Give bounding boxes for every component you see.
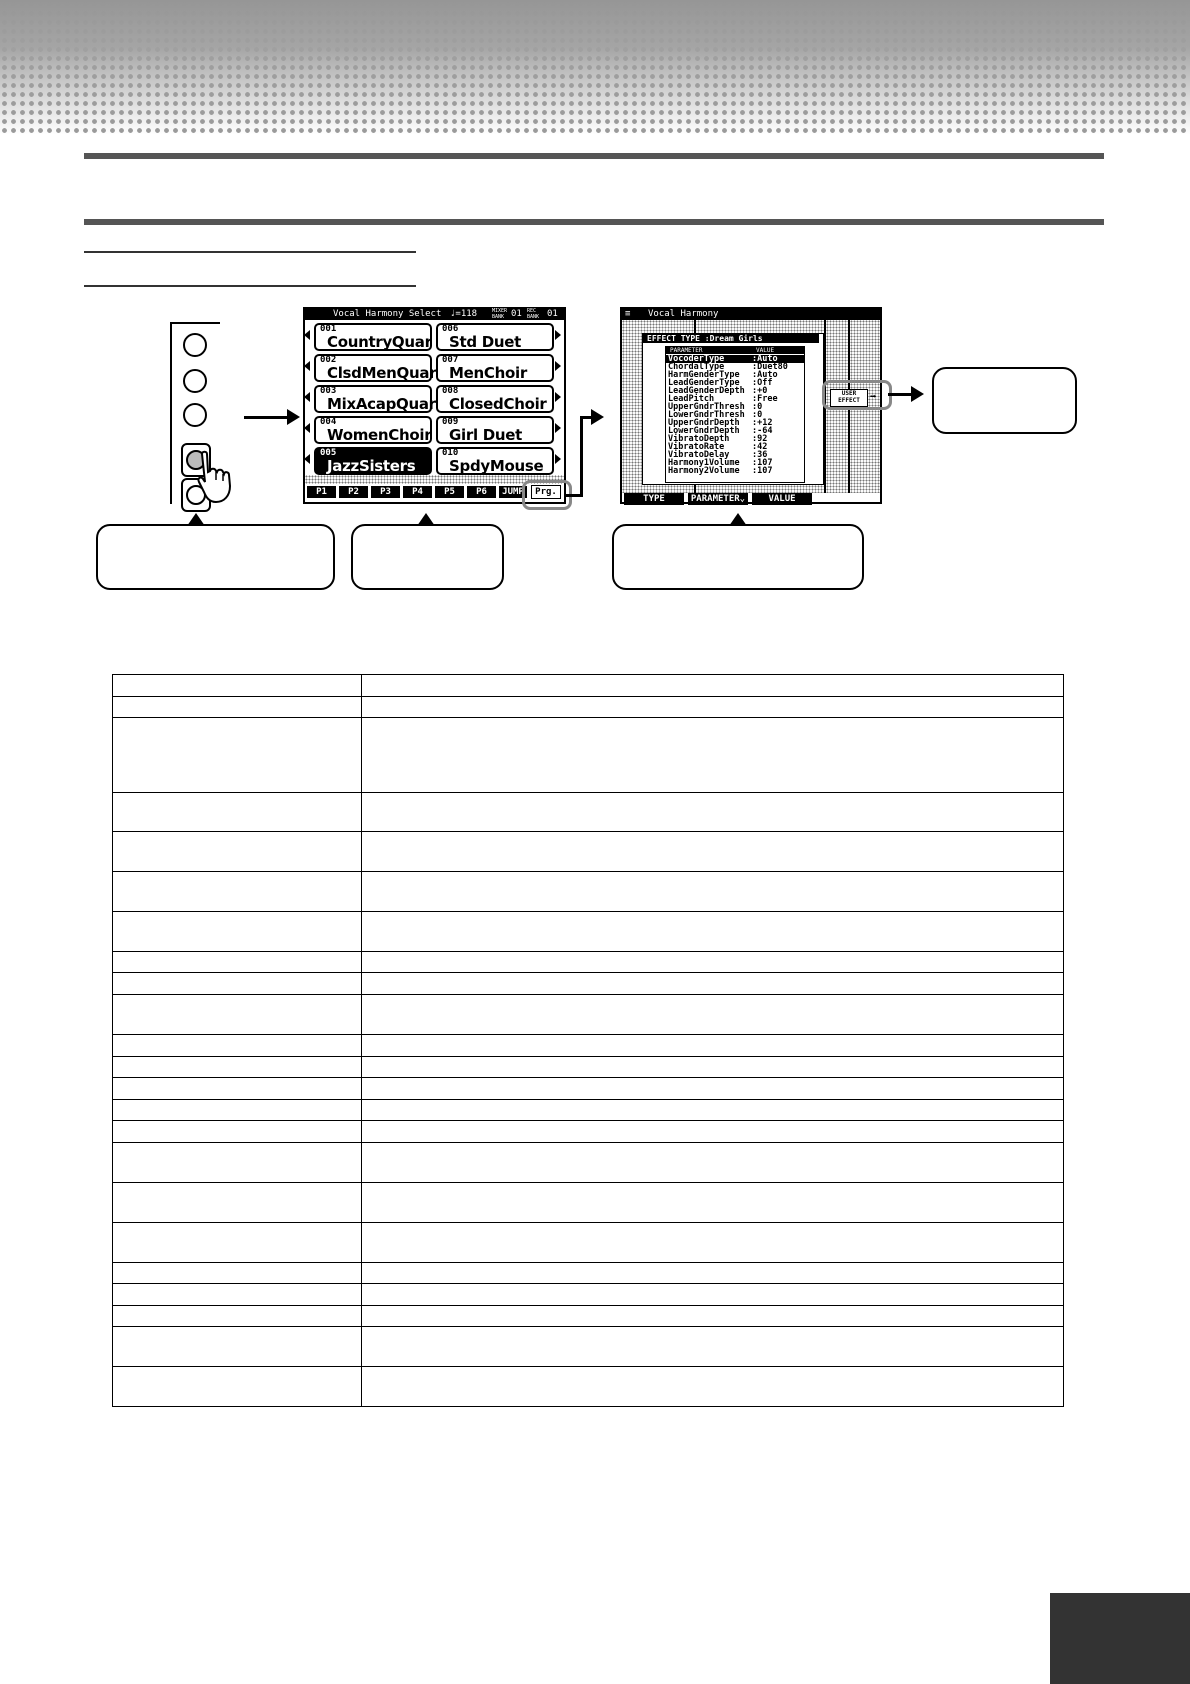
parameter-list-header (666, 347, 804, 354)
table-row (113, 1327, 1064, 1367)
parameter-name: LowerGndrThresh (668, 410, 745, 420)
table-cell (362, 995, 1064, 1035)
callout-user-effect (932, 367, 1077, 434)
table-row (113, 697, 1064, 718)
screen1-title-bar (305, 309, 564, 320)
harmony-item[interactable] (314, 354, 437, 382)
harmony-item[interactable] (436, 416, 554, 444)
table-row (113, 1078, 1064, 1100)
parameter-name: Harmony1Volume (668, 458, 740, 468)
table-cell (362, 1057, 1064, 1078)
panel-button-1[interactable] (183, 333, 207, 357)
table-cell (362, 832, 1064, 872)
table-row (113, 718, 1064, 793)
harmony-item[interactable] (436, 385, 554, 413)
table-cell (362, 1121, 1064, 1143)
section-bottom-rule (84, 219, 1104, 225)
prg-highlight-ring (522, 480, 572, 510)
callout-select-pointer (417, 513, 435, 526)
table-cell (362, 952, 1064, 973)
page-corner-tab (1050, 1593, 1190, 1684)
parameter-name: UpperGndrThresh (668, 402, 745, 412)
parameter-table (112, 674, 1064, 1407)
table-row (113, 1284, 1064, 1306)
table-cell (362, 1183, 1064, 1223)
parameter-name: VibratoRate (668, 442, 725, 452)
parameter-value: :Auto (752, 370, 778, 380)
table-cell (113, 697, 362, 718)
table-cell (113, 1100, 362, 1121)
item-name: SpdyMouse (449, 457, 544, 475)
callout-panel-pointer (187, 513, 205, 526)
table-cell (362, 1327, 1064, 1367)
select-right-arrow-3[interactable] (555, 392, 561, 402)
arrow-head-2 (591, 409, 604, 425)
table-cell (362, 912, 1064, 952)
parameter-name: LeadGenderDepth (668, 386, 745, 396)
item-number: 010 (442, 448, 459, 458)
table-cell (113, 675, 362, 697)
screen2-icon: ≡ (625, 309, 631, 319)
harmony-item-selected[interactable] (314, 447, 432, 475)
parameter-value: :0 (752, 402, 763, 412)
item-number: 007 (442, 355, 459, 365)
table-row (113, 793, 1064, 832)
select-left-arrow-4[interactable] (304, 423, 310, 433)
table-row (113, 1183, 1064, 1223)
table-cell (362, 1367, 1064, 1407)
item-name: WomenChoir (327, 426, 432, 444)
vocal-harmony-select-screen (303, 307, 566, 504)
item-number: 002 (320, 355, 337, 365)
subheading-rule-2 (84, 285, 416, 287)
parameter-value: :Free (752, 394, 778, 404)
select-right-arrow-5[interactable] (555, 454, 561, 464)
parameter-window (642, 333, 824, 485)
effect-type-bar: EFFECT TYPE :Dream Girls (643, 334, 819, 343)
table-cell (362, 1263, 1064, 1284)
tab-prg[interactable]: Prg. (531, 485, 561, 499)
callout-parameter-pointer (729, 513, 747, 526)
panel-button-2[interactable] (183, 369, 207, 393)
table-cell (113, 793, 362, 832)
select-left-arrow-5[interactable] (304, 454, 310, 464)
tab-p6[interactable]: P6 (467, 486, 496, 498)
item-name: Std Duet (449, 333, 522, 351)
item-name: CountryQuar (327, 333, 432, 351)
parameter-value: :-64 (752, 426, 773, 436)
select-left-arrow-2[interactable] (304, 361, 310, 371)
harmony-item[interactable] (436, 447, 554, 475)
parameter-name: LeadPitch (668, 394, 715, 404)
table-cell (113, 912, 362, 952)
parameter-name: LeadGenderType (668, 378, 740, 388)
item-number: 003 (320, 386, 337, 396)
select-right-arrow-2[interactable] (555, 361, 561, 371)
tab-p5[interactable]: P5 (435, 486, 464, 498)
tempo-status: ♩=118 (450, 309, 478, 319)
table-cell (113, 718, 362, 793)
table-cell (362, 1284, 1064, 1306)
screen2-title: Vocal Harmony (648, 309, 719, 319)
connector-v (580, 416, 583, 497)
table-row (113, 675, 1064, 697)
parameter-value: :107 (752, 458, 773, 468)
tab-p3[interactable]: P3 (371, 486, 400, 498)
table-cell (362, 718, 1064, 793)
parameter-name: HarmGenderType (668, 370, 740, 380)
table-row (113, 832, 1064, 872)
parameter-value: :Duet80 (752, 362, 788, 372)
callout-panel (96, 524, 335, 590)
item-number: 006 (442, 324, 459, 334)
value-col-header: VALUE (756, 347, 775, 354)
panel-button-3[interactable] (183, 403, 207, 427)
item-number: 008 (442, 386, 459, 396)
table-cell (113, 1284, 362, 1306)
select-left-arrow-1[interactable] (304, 330, 310, 340)
item-name: ClosedChoir (449, 395, 547, 413)
tab-p2[interactable]: P2 (339, 486, 368, 498)
parameter-list (665, 346, 805, 483)
mixer-bank-value: 01 (511, 309, 522, 319)
parameter-name: Harmony2Volume (668, 466, 740, 476)
table-cell (113, 1078, 362, 1100)
table-row (113, 1057, 1064, 1078)
parameter-value: :107 (752, 466, 773, 476)
parameter-name: VibratoDepth (668, 434, 730, 444)
subheading-rule-1 (84, 251, 416, 253)
item-name: ClsdMenQuar (327, 364, 437, 382)
table-row (113, 1367, 1064, 1407)
harmony-item[interactable] (314, 385, 436, 413)
parameter-value: :0 (752, 410, 763, 420)
callout-select (351, 524, 504, 590)
table-cell (362, 872, 1064, 912)
table-cell (362, 1306, 1064, 1327)
table-cell (113, 1121, 362, 1143)
arrow-shaft-3 (888, 393, 912, 396)
tab-parameter-label: PARAMETER (690, 494, 740, 504)
table-cell (113, 1306, 362, 1327)
arrow-shaft-1 (244, 416, 288, 419)
table-cell (362, 1100, 1064, 1121)
select-left-arrow-3[interactable] (304, 392, 310, 402)
table-row (113, 995, 1064, 1035)
user-effect-button[interactable]: USER EFFECT (830, 389, 868, 407)
parameter-name: LowerGndrDepth (668, 426, 740, 436)
arrow-head-3 (911, 386, 924, 402)
user-effect-highlight-ring (822, 380, 892, 410)
table-row (113, 1263, 1064, 1284)
table-cell (113, 1143, 362, 1183)
table-cell (362, 793, 1064, 832)
table-row (113, 912, 1064, 952)
table-cell (113, 1367, 362, 1407)
table-cell (113, 1183, 362, 1223)
item-number: 001 (320, 324, 337, 334)
table-cell (113, 832, 362, 872)
table-row (113, 1306, 1064, 1327)
tab-jump[interactable]: JUMP (499, 486, 527, 498)
callout-parameter (612, 524, 864, 590)
item-number: 004 (320, 417, 337, 427)
harmony-item[interactable] (314, 416, 432, 444)
parameter-value: :92 (752, 434, 768, 444)
pointing-hand-icon (196, 450, 240, 505)
parameter-name: VocoderType (668, 354, 725, 364)
table-row (113, 872, 1064, 912)
table-cell (362, 1035, 1064, 1057)
user-effect-arrow-icon: ➡ (870, 390, 877, 403)
arrow-head-1 (287, 409, 300, 425)
table-cell (362, 973, 1064, 995)
table-cell (362, 675, 1064, 697)
item-name: MixAcapQuar (327, 395, 436, 413)
table-row (113, 1100, 1064, 1121)
rec-bank-value: 01 (547, 309, 558, 319)
screen2-title-bar (622, 309, 880, 320)
table-cell (113, 1327, 362, 1367)
table-cell (362, 1143, 1064, 1183)
select-right-arrow-1[interactable] (555, 330, 561, 340)
tab-p1[interactable]: P1 (307, 486, 336, 498)
harmony-item[interactable] (314, 323, 432, 351)
table-cell (113, 973, 362, 995)
table-cell (362, 1078, 1064, 1100)
tab-parameter[interactable] (688, 493, 748, 505)
table-row (113, 1121, 1064, 1143)
table-cell (113, 1057, 362, 1078)
tab-value[interactable]: VALUE (752, 493, 812, 505)
harmony-item[interactable] (436, 323, 554, 351)
chevron-down-icon: ⌄ (739, 494, 746, 504)
table-cell (362, 697, 1064, 718)
table-row (113, 973, 1064, 995)
parameter-name: VibratoDelay (668, 450, 730, 460)
param-col-header: PARAMETER (670, 347, 703, 354)
mixer-bank-label: MIXER BANK (492, 308, 508, 320)
parameter-name: ChordalType (668, 362, 725, 372)
item-name: Girl Duet (449, 426, 522, 444)
table-cell (113, 1263, 362, 1284)
parameter-value: :36 (752, 450, 768, 460)
section-top-rule (84, 153, 1104, 159)
table-cell (362, 1223, 1064, 1263)
table-row (113, 1223, 1064, 1263)
parameter-value: :Auto (752, 354, 778, 364)
parameter-row[interactable] (666, 467, 804, 475)
item-number: 009 (442, 417, 459, 427)
item-name: MenChoir (449, 364, 527, 382)
table-cell (113, 952, 362, 973)
parameter-name: UpperGndrDepth (668, 418, 740, 428)
parameter-value: :+0 (752, 386, 768, 396)
table-cell (113, 1223, 362, 1263)
tab-type[interactable]: TYPE (624, 493, 684, 505)
screen1-title: Vocal Harmony Select (333, 309, 442, 319)
parameter-value: :42 (752, 442, 768, 452)
table-row (113, 1143, 1064, 1183)
table-cell (113, 995, 362, 1035)
table-row (113, 1035, 1064, 1057)
table-row (113, 952, 1064, 973)
header-halftone-band (0, 0, 1190, 135)
harmony-item[interactable] (436, 354, 554, 382)
rec-bank-label: REC BANK (527, 308, 540, 320)
item-number: 005 (320, 448, 337, 458)
table-cell (113, 872, 362, 912)
table-cell (113, 1035, 362, 1057)
parameter-value: :Off (752, 378, 773, 388)
parameter-value: :+12 (752, 418, 773, 428)
parameter-rows (666, 355, 804, 475)
tab-p4[interactable]: P4 (403, 486, 432, 498)
select-right-arrow-4[interactable] (555, 423, 561, 433)
item-name: JazzSisters (327, 457, 416, 475)
